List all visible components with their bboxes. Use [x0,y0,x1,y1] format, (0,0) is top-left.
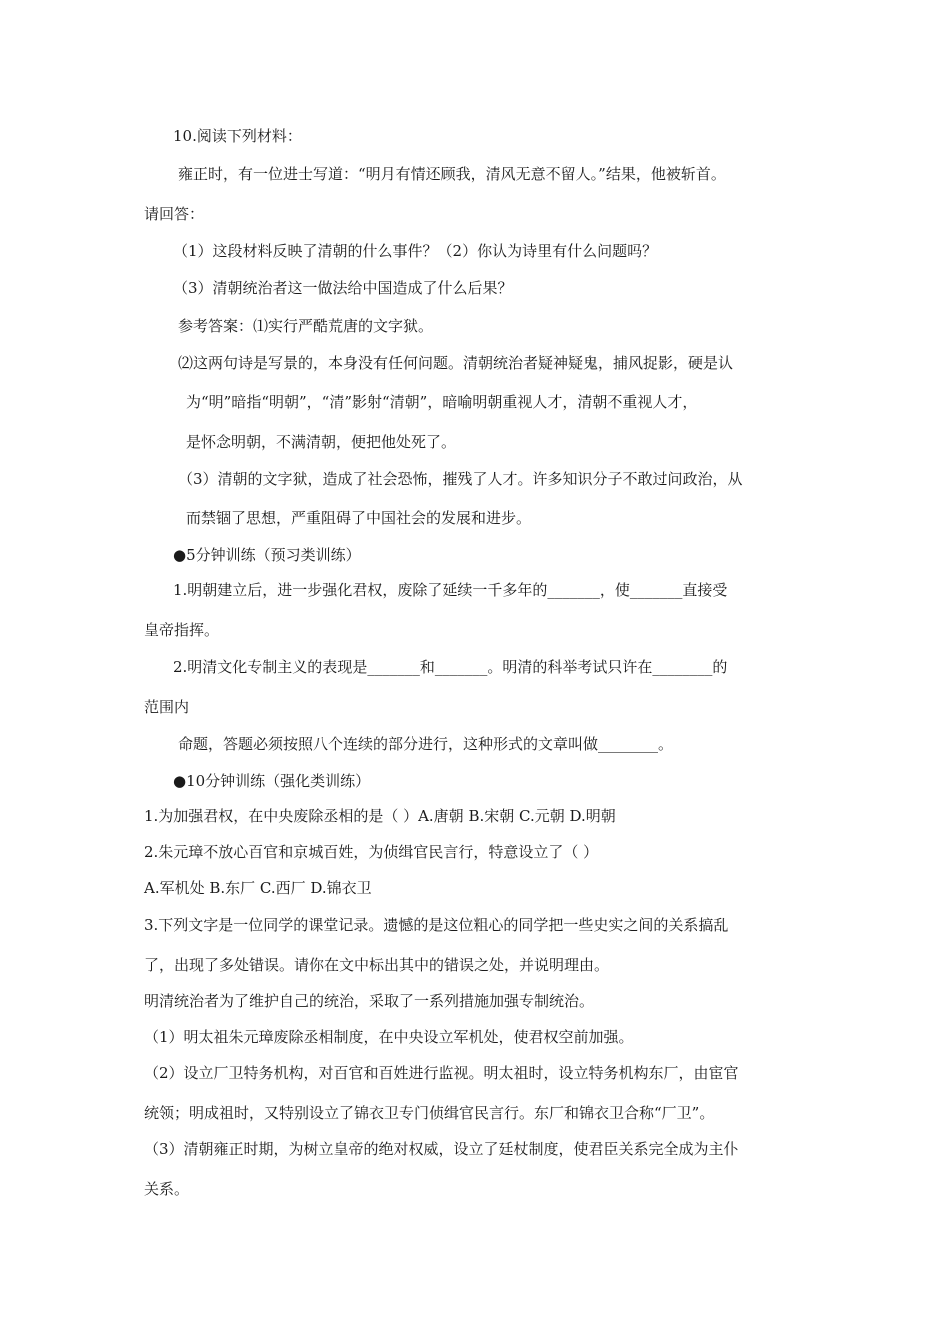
answer-2-line-3: 是怀念明朝，不满清朝，便把他处死了。 [186,433,457,451]
ten-min-q3-item-2-line-1: （2）设立厂卫特务机构，对百官和百姓进行监视。明太祖时，设立特务机构东厂，由宦官 [144,1064,739,1082]
ten-min-q1: 1.为加强君权，在中央废除丞相的是（ ）A.唐朝 B.宋朝 C.元朝 D.明朝 [144,807,616,825]
ten-min-q3-item-3-line-2: 关系。 [144,1180,190,1198]
five-minute-heading: ●5分钟训练（预习类训练） [173,546,361,564]
five-min-q1-line-2: 皇帝指挥。 [144,621,220,639]
ten-minute-heading: ●10分钟训练（强化类训练） [173,772,371,790]
five-min-q2-line-1: 2.明清文化专制主义的表现是_______和_______。明清的科举考试只许在________的 [173,658,728,676]
five-min-q2-line-3: 命题，答题必须按照八个连续的部分进行，这种形式的文章叫做________。 [178,735,674,753]
ten-min-q2-options: A.军机处 B.东厂 C.西厂 D.锦衣卫 [144,879,372,897]
answer-1: 参考答案：⑴实行严酷荒唐的文字狱。 [178,317,434,335]
question-10-sub-3: （3）清朝统治者这一做法给中国造成了什么后果？ [173,279,513,297]
question-10-title: 10.阅读下列材料： [173,127,302,145]
ten-min-q3-line-1: 3.下列文字是一位同学的课堂记录。遗憾的是这位粗心的同学把一些史实之间的关系搞乱 [144,916,729,934]
five-min-q2-line-2: 范围内 [144,698,190,716]
question-10-sub-1-2: （1）这段材料反映了清朝的什么事件？（2）你认为诗里有什么问题吗？ [173,242,658,260]
ten-min-q3-item-3-line-1: （3）清朝雍正时期，为树立皇帝的绝对权威，设立了廷杖制度，使君臣关系完全成为主仆 [144,1140,739,1158]
ten-min-q3-item-1: （1）明太祖朱元璋废除丞相制度，在中央设立军机处，使君权空前加强。 [144,1028,634,1046]
ten-min-q3-intro: 明清统治者为了维护自己的统治，采取了一系列措施加强专制统治。 [144,992,595,1010]
ten-min-q2: 2.朱元璋不放心百官和京城百姓，为侦缉官民言行，特意设立了（ ） [144,843,599,861]
answer-3-line-2: 而禁锢了思想，严重阻碍了中国社会的发展和进步。 [186,509,532,527]
question-10-material: 雍正时，有一位进士写道：“明月有情还顾我，清风无意不留人。”结果，他被斩首。 [178,165,726,183]
answer-2-line-1: ⑵这两句诗是写景的，本身没有任何问题。清朝统治者疑神疑鬼，捕风捉影，硬是认 [178,354,734,372]
question-10-prompt: 请回答： [144,205,205,223]
answer-2-line-2: 为“明”暗指“明朝”，“清”影射“清朝”，暗喻明朝重视人才，清朝不重视人才， [186,393,698,411]
five-min-q1-line-1: 1.明朝建立后，进一步强化君权，废除了延续一千多年的_______，使_______直接受 [173,581,728,599]
ten-min-q3-item-2-line-2: 统领；明成祖时，又特别设立了锦衣卫专门侦缉官民言行。东厂和锦衣卫合称“厂卫”。 [144,1104,715,1122]
ten-min-q3-line-2: 了，出现了多处错误。请你在文中标出其中的错误之处，并说明理由。 [144,956,610,974]
answer-3-line-1: （3）清朝的文字狱，造成了社会恐怖，摧残了人才。许多知识分子不敢过问政治，从 [178,470,743,488]
